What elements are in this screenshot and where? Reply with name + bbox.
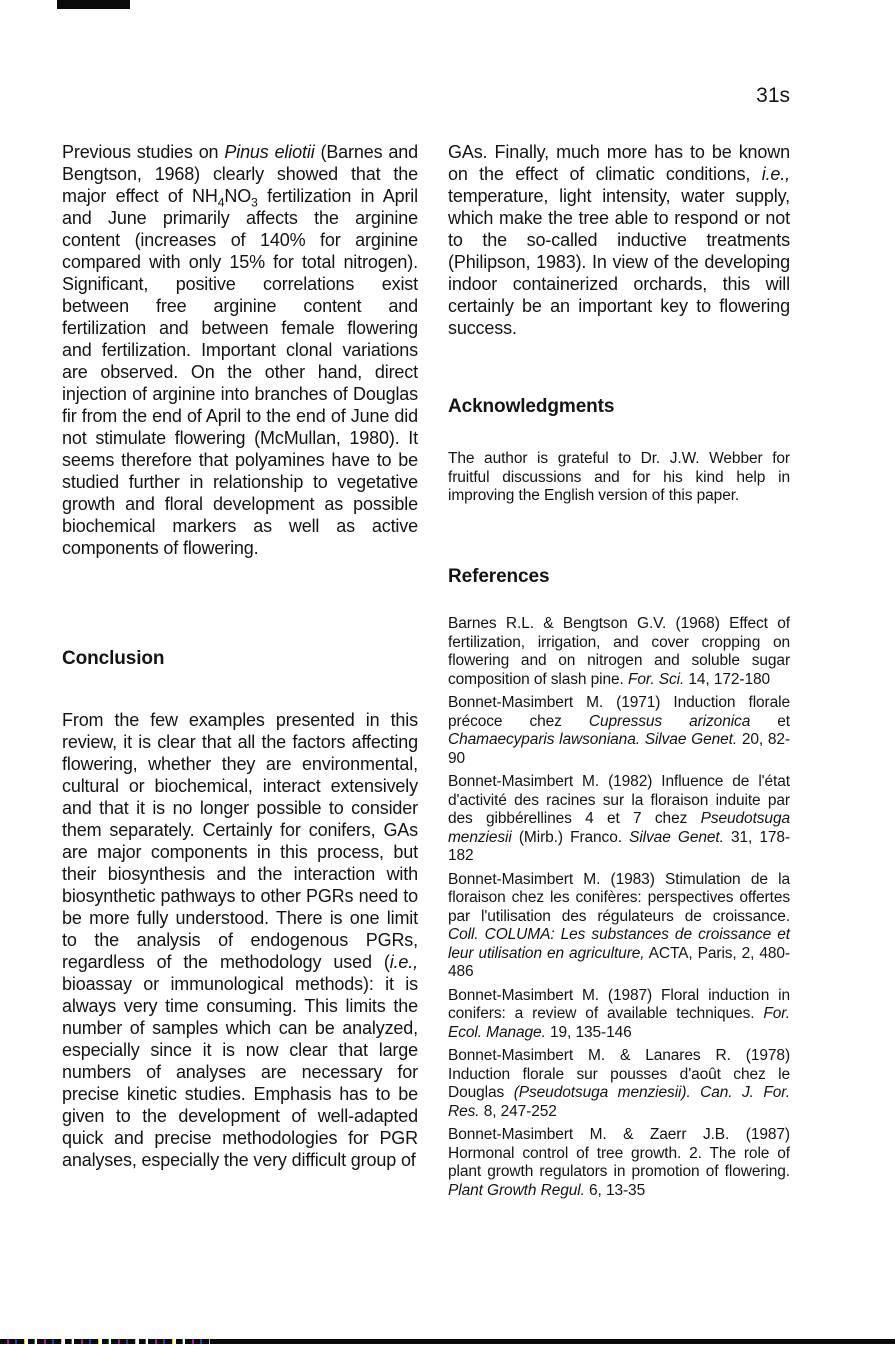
conclusion-paragraph: From the few examples presented in this review, it is clear that all the factors affecting flowering, whether they are environmental, cultural or biochemical, interact extensively and that it is no longer possible to consider them separately. Certainly for conifers, GAs are major components in this process, but their biosynthesis and the interaction with biosynthetic pathways to other PGRs need to be more fully understood. There is one limit to the analysis of endogenous PGRs, regardless of the methodology used (i.e., bioassay or immunological methods): it is always very time consuming. This limits the number of samples which can be analyzed, especially since it is now clear that large numbers of analyses are necessary for precise kinetic studies. Emphasis has to be given to the development of well-adapted quick and precise methodologies for PGR analyses, especially the very difficult group of xyxy=(62,710,418,1170)
reference-item: Bonnet-Masimbert M. (1983) Stimulation de la floraison chez les conifères: perspectives offertes par l'utilisation des régulateurs de croissance. Coll. COLUMA: Les substances de croissance et leur utilisation en agriculture, ACTA, Paris, 2, 480-486 xyxy=(448,870,790,980)
scan-artifact-bottom-line xyxy=(0,1339,895,1344)
reference-item: Bonnet-Masimbert M. (1987) Floral induction in conifers: a review of available techniques. For. Ecol. Manage. 19, 135-146 xyxy=(448,986,790,1041)
scan-noise-segment xyxy=(0,1339,210,1344)
reference-item: Bonnet-Masimbert M. & Zaerr J.B. (1987) Hormonal control of tree growth. 2. The role of plant growth regulators in promotion of flowering. Plant Growth Regul. 6, 13-35 xyxy=(448,1126,790,1199)
reference-item: Barnes R.L. & Bengtson G.V. (1968) Effect of fertilization, irrigation, and cover cropping on flowering and on nitrogen and soluble sugar composition of slash pine. For. Sci. 14, 172-180 xyxy=(448,615,790,688)
page-number: 31s xyxy=(756,84,790,107)
reference-item: Bonnet-Masimbert M. (1971) Induction florale précoce chez Cupressus arizonica et Chamaecyparis lawsoniana. Silvae Genet. 20, 82-90 xyxy=(448,694,790,767)
acknowledgments-paragraph: The author is grateful to Dr. J.W. Webber for fruitful discussions and for his kind help in improving the English version of this paper. xyxy=(448,450,790,504)
left-column-paragraph-1: Previous studies on Pinus eliotii (Barnes and Bengtson, 1968) clearly showed that the major effect of $NH_4NO_3$ fertilization in April and June primarily affects the arginine content (increases of 140% for arginine compared with only 15% for total nitrogen). Significant, positive correlations exist between free arginine content and fertilization and between female flowering and fertilization. Important clonal variations are observed. On the other hand, direct injection of arginine into branches of Douglas fir from the end of April to the end of June did not stimulate flowering (McMullan, 1980). It seems therefore that polyamines have to be studied further in relationship to vegetative growth and floral development as possible biochemical markers as well as active components of flowering. xyxy=(62,142,418,558)
acknowledgments-heading: Acknowledgments xyxy=(448,396,615,417)
scan-artifact-top-bar xyxy=(57,0,130,9)
right-column-paragraph-1: GAs. Finally, much more has to be known on the effect of climatic conditions, i.e., temperature, light intensity, water supply, which make the tree able to respond or not to the so-called inductive treatments (Philipson, 1983). In view of the developing indoor containerized orchards, this will certainly be an important key to flowering success. xyxy=(448,142,790,338)
reference-item: Bonnet-Masimbert M. (1982) Influence de l'état d'activité des racines sur la floraison induite par des gibbérellines 4 et 7 chez Pseudotsuga menziesii (Mirb.) Franco. Silvae Genet. 31, 178-182 xyxy=(448,773,790,864)
conclusion-heading: Conclusion xyxy=(62,648,165,669)
references-heading: References xyxy=(448,566,550,587)
references-list xyxy=(448,615,790,1200)
reference-item: Bonnet-Masimbert M. & Lanares R. (1978) Induction florale sur pousses d'août chez le Douglas (Pseudotsuga menziesii). Can. J. For. Res. 8, 247-252 xyxy=(448,1047,790,1120)
